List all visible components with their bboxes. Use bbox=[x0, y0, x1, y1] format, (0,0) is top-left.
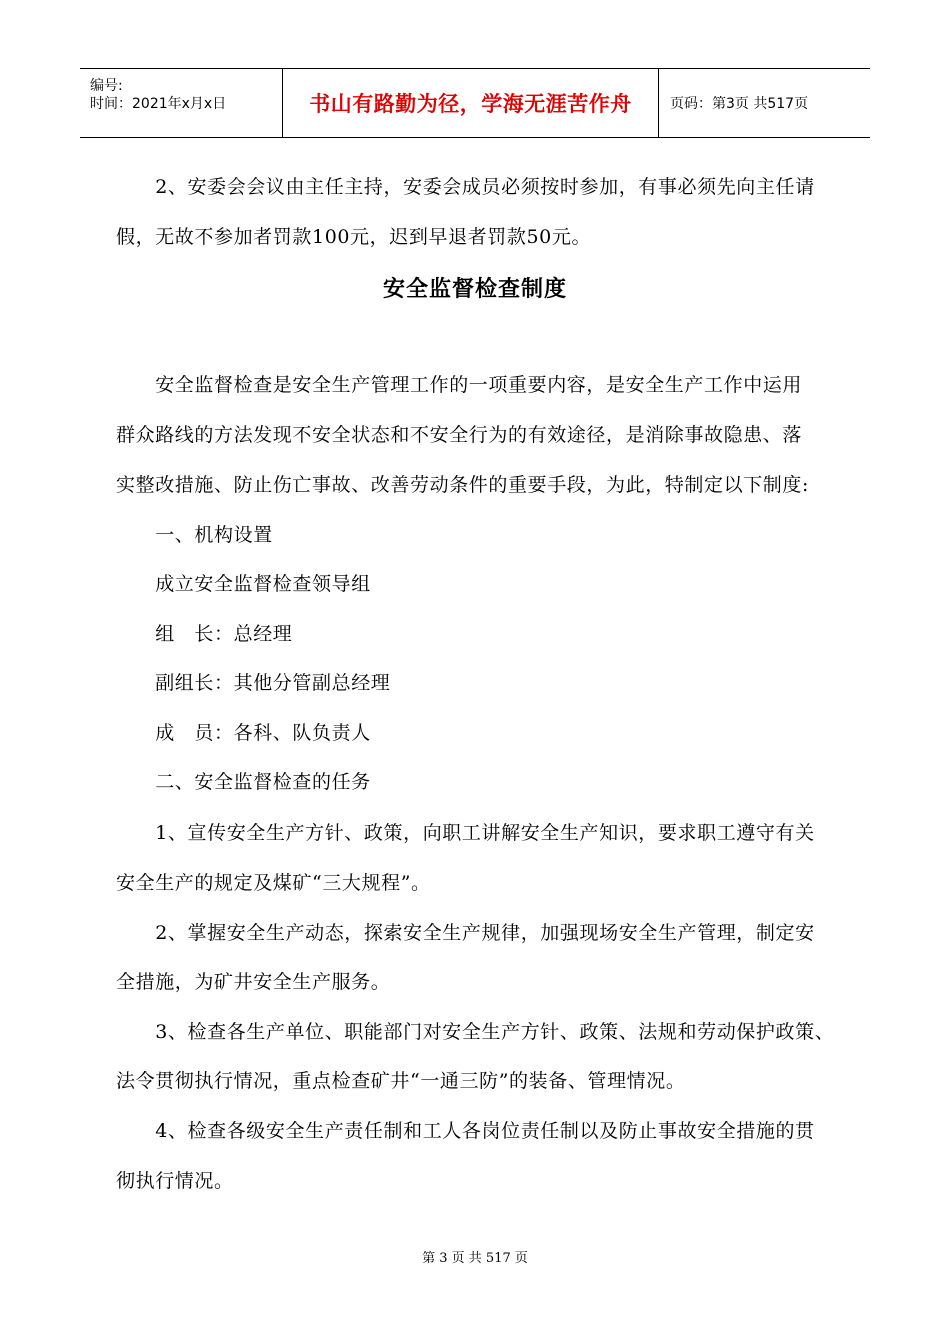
paragraph-line: 法令贯彻执行情况，重点检查矿井“一通三防”的装备、管理情况。 bbox=[116, 1070, 686, 1092]
paragraph-line: 一、机构设置 bbox=[116, 524, 273, 546]
paragraph-line: 1、宣传安全生产方针、政策，向职工讲解安全生产知识，要求职工遵守有关 bbox=[116, 822, 815, 844]
body-line: 2、安委会会议由主任主持，安委会成员必须按时参加，有事必须先向主任请 bbox=[116, 176, 815, 198]
header-table bbox=[80, 68, 870, 138]
paragraph-line: 成立安全监督检查领导组 bbox=[116, 573, 371, 595]
motto-text: 书山有路勤为径，学海无涯苦作舟 bbox=[309, 92, 632, 116]
paragraph-line: 彻执行情况。 bbox=[116, 1170, 234, 1192]
paragraph-line: 2、掌握安全生产动态，探索安全生产规律，加强现场安全生产管理，制定安 bbox=[116, 922, 815, 944]
page-info: 页码：第3页 共517页 bbox=[670, 96, 809, 112]
paragraph-line: 安全监督检查是安全生产管理工作的一项重要内容，是安全生产工作中运用 bbox=[116, 374, 803, 396]
time-label: 时间：2021年x月x日 bbox=[90, 96, 227, 112]
paragraph-line: 3、检查各生产单位、职能部门对安全生产方针、政策、法规和劳动保护政策、 bbox=[116, 1021, 835, 1043]
paragraph-line: 副组长：其他分管副总经理 bbox=[116, 672, 391, 694]
paragraph-line: 实整改措施、防止伤亡事故、改善劳动条件的重要手段，为此，特制定以下制度: bbox=[116, 474, 810, 496]
page-footer: 第 3 页 共 517 页 bbox=[422, 1251, 528, 1266]
paragraph-line: 全措施，为矿井安全生产服务。 bbox=[116, 971, 391, 993]
number-label: 编号: bbox=[90, 78, 123, 94]
paragraph-line: 成 员：各科、队负责人 bbox=[116, 722, 371, 744]
header-motto-cell bbox=[283, 69, 659, 137]
header-page-cell bbox=[660, 69, 870, 137]
header-meta-cell bbox=[80, 69, 283, 137]
paragraph-line: 4、检查各级安全生产责任制和工人各岗位责任制以及防止事故安全措施的贯 bbox=[116, 1120, 815, 1142]
section-title: 安全监督检查制度 bbox=[382, 277, 567, 302]
paragraph-line: 组 长：总经理 bbox=[116, 623, 293, 645]
paragraph-line: 安全生产的规定及煤矿“三大规程”。 bbox=[116, 872, 431, 894]
body-line: 假，无故不参加者罚款100元，迟到早退者罚款50元。 bbox=[116, 226, 592, 248]
paragraph-line: 群众路线的方法发现不安全状态和不安全行为的有效途径，是消除事故隐患、落 bbox=[116, 424, 803, 446]
paragraph-line: 二、安全监督检查的任务 bbox=[116, 771, 371, 793]
